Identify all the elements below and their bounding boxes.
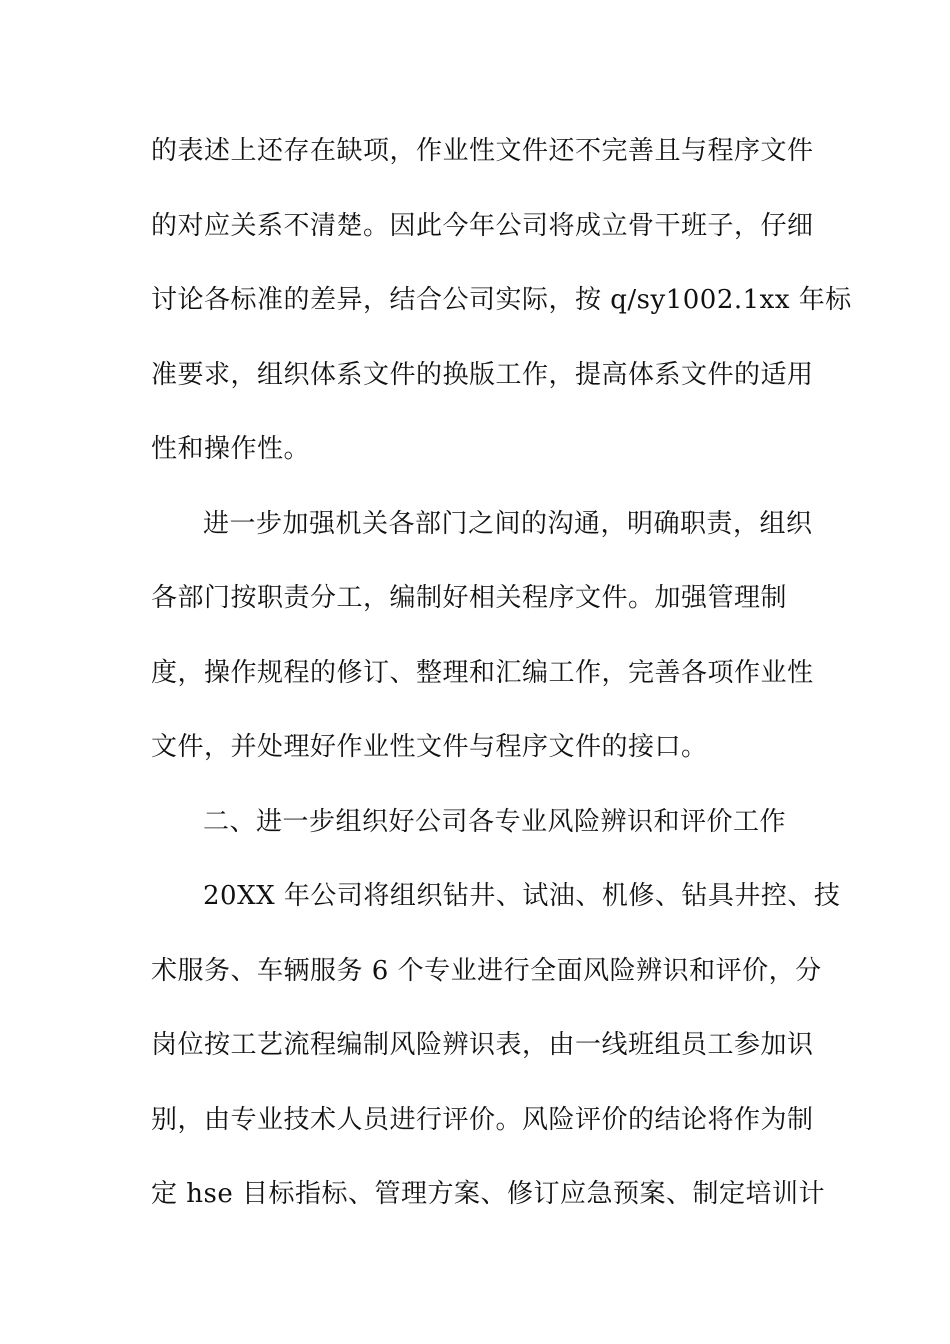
text-line: 的表述上还存在缺项，作业性文件还不完善且与程序文件: [151, 136, 814, 166]
section-heading: 二、进一步组织好公司各专业风险辨识和评价工作: [203, 806, 787, 837]
text-line: 准要求，组织体系文件的换版工作，提高体系文件的适用: [151, 359, 814, 390]
text-line: 定 hse 目标指标、管理方案、修订应急预案、制定培训计: [151, 1179, 826, 1209]
text-line: 度，操作规程的修订、整理和汇编工作，完善各项作业性: [151, 657, 814, 688]
text-line: 性和操作性。: [151, 434, 311, 464]
text-line: 讨论各标准的差异，结合公司实际，按 q/sy1002.1xx 年标: [151, 285, 852, 315]
text-line: 术服务、车辆服务 6 个专业进行全面风险辨识和评价，分: [151, 955, 822, 986]
paragraph-first-line: 进一步加强机关各部门之间的沟通，明确职责，组织: [203, 508, 813, 539]
text-line: 各部门按职责分工，编制好相关程序文件。加强管理制: [151, 583, 788, 613]
text-line: 岗位按工艺流程编制风险辨识表，由一线班组员工参加识: [151, 1030, 814, 1060]
text-line: 别，由专业技术人员进行评价。风险评价的结论将作为制: [151, 1104, 814, 1135]
text-line: 的对应关系不清楚。因此今年公司将成立骨干班子，仔细: [151, 210, 814, 241]
body-text: [151, 124, 852, 1242]
paragraph-first-line: 20XX 年公司将组织钻井、试油、机修、钻具井控、技: [203, 881, 841, 911]
text-line: 文件，并处理好作业性文件与程序文件的接口。: [151, 732, 708, 762]
